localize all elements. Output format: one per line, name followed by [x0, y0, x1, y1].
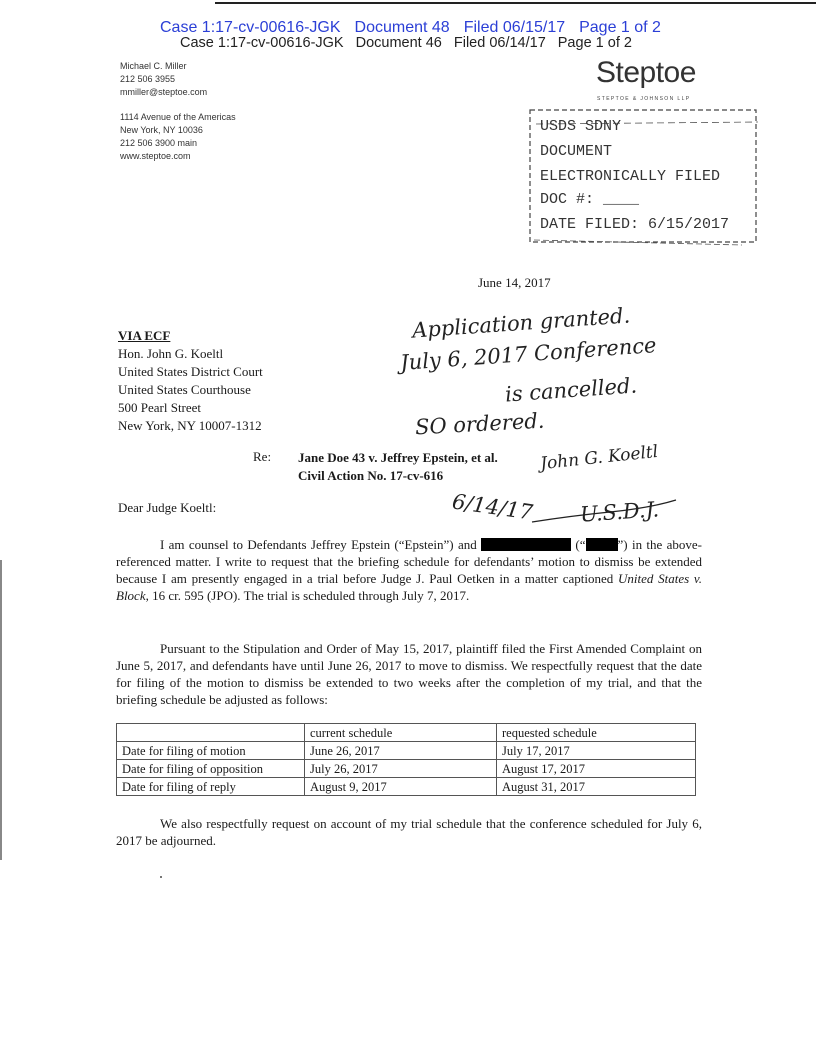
re-case-caption: Jane Doe 43 v. Jeffrey Epstein, et al. [298, 450, 498, 465]
re-civil-action: Civil Action No. 17-cv-616 [298, 468, 444, 483]
table-cell: August 9, 2017 [305, 778, 497, 796]
scan-speck [160, 876, 162, 878]
sender-email: mmiller@steptoe.com [120, 87, 208, 97]
handwritten-usdj: U.S.D.J. [579, 497, 660, 527]
firm-logo-subtitle: STEPTOE & JOHNSON LLP [597, 96, 691, 102]
table-header-cell [117, 724, 305, 742]
paragraph-1 [116, 536, 702, 604]
table-cell: July 26, 2017 [305, 760, 497, 778]
stamp-usds-sdny: USDS SDNY [540, 118, 622, 135]
orig-document-number: Document 46 [355, 35, 442, 51]
recipient-city: New York, NY 10007-1312 [118, 418, 262, 433]
table-cell: Date for filing of reply [117, 778, 305, 796]
table-row [117, 742, 696, 760]
table-cell: August 31, 2017 [497, 778, 696, 796]
stamp-date-filed: DATE FILED: 6/15/2017 [540, 216, 730, 233]
sender-main-phone: 212 506 3900 main [120, 138, 198, 148]
stamp-doc-number: DOC #: ____ [540, 191, 640, 208]
handwritten-cancelled: is cancelled. [504, 373, 638, 407]
original-filing-header [180, 35, 644, 51]
para3-text: We also respectfully request on account of my trial schedule that the conference scheduled for July 6, 2017 be adjourned. [116, 816, 702, 848]
recipient-address [118, 327, 263, 435]
paragraph-2 [116, 640, 702, 708]
orig-filed-date: Filed 06/14/17 [453, 35, 546, 51]
paragraph-3 [116, 815, 702, 849]
handwritten-application-granted: Application granted. [411, 303, 631, 343]
signature-underline [530, 498, 680, 528]
briefing-schedule-table [116, 723, 696, 796]
salutation: Dear Judge Koeltl: [118, 500, 217, 515]
top-border-line [215, 2, 816, 4]
recipient-street: 500 Pearl Street [118, 400, 202, 415]
para1-part1: I am counsel to Defendants Jeffrey Epstein (“Epstein”) and [160, 537, 477, 552]
handwritten-conference-date: July 6, 2017 Conference [399, 333, 658, 375]
re-caption-block [298, 449, 498, 485]
para1-part4: , 16 cr. 595 (JPO). The trial is scheduled through July 7, 2017. [145, 588, 470, 603]
handwritten-so-ordered: SO ordered. [414, 408, 545, 440]
sender-block [120, 60, 236, 163]
ecf-page-count: Page 1 of 2 [579, 19, 661, 36]
ecf-case-number: Case 1:17-cv-00616-JGK [160, 19, 341, 36]
para1-part3: ”) in the above-referenced matter. I write to request that the briefing schedule for defendants’ motion to dismiss be extended because I am presently engaged in a trial before Judge J. Paul Oetken in a matter captioned [116, 537, 703, 586]
table-row [117, 778, 696, 796]
stamp-electronically-filed: ELECTRONICALLY FILED [540, 168, 721, 185]
ecf-filed-date: Filed 06/15/17 [463, 19, 566, 36]
table-cell: August 17, 2017 [497, 760, 696, 778]
table-header-cell: requested schedule [497, 724, 696, 742]
sender-name: Michael C. Miller [120, 61, 187, 71]
orig-case-number: Case 1:17-cv-00616-JGK [180, 35, 344, 51]
letter-date: June 14, 2017 [478, 275, 551, 290]
table-cell: Date for filing of opposition [117, 760, 305, 778]
handwritten-sign-date: 6/14/17 [450, 489, 535, 525]
stamp-document: DOCUMENT [540, 143, 613, 160]
sdny-filed-stamp [522, 106, 760, 248]
redaction-box [481, 538, 571, 551]
firm-logo: Steptoe [596, 56, 696, 89]
table-header-cell: current schedule [305, 724, 497, 742]
orig-page-count: Page 1 of 2 [557, 35, 632, 51]
table-cell: Date for filing of motion [117, 742, 305, 760]
ecf-document-number: Document 48 [354, 19, 450, 36]
para1-part2: (“ [575, 537, 586, 552]
recipient-building: United States Courthouse [118, 382, 251, 397]
sender-phone: 212 506 3955 [120, 74, 176, 84]
para2-text: Pursuant to the Stipulation and Order of May 15, 2017, plaintiff filed the First Amended Complaint on June 5, 2017, and defendants have until June 26, 2017 to move to dismiss. We respectfully request that the date for filing of the motion to dismiss be extended to two weeks after the completion of my trial, and that the briefing schedule be adjusted as follows: [116, 641, 702, 707]
recipient-name: Hon. John G. Koeltl [118, 346, 224, 361]
table-header-row [117, 724, 696, 742]
scan-edge-mark [0, 560, 2, 860]
table-row [117, 760, 696, 778]
judge-signature: John G. Koeltl [539, 441, 660, 475]
recipient-court: United States District Court [118, 364, 263, 379]
sender-website: www.steptoe.com [120, 151, 191, 161]
sender-address-line2: New York, NY 10036 [120, 125, 203, 135]
para1-case-name: United States v. Block [116, 571, 702, 603]
sender-address-line1: 1114 Avenue of the Americas [120, 112, 236, 122]
table-cell: June 26, 2017 [305, 742, 497, 760]
re-label: Re: [253, 449, 272, 464]
delivery-method: VIA ECF [118, 328, 171, 343]
table-cell: July 17, 2017 [497, 742, 696, 760]
redaction-box [586, 538, 618, 551]
